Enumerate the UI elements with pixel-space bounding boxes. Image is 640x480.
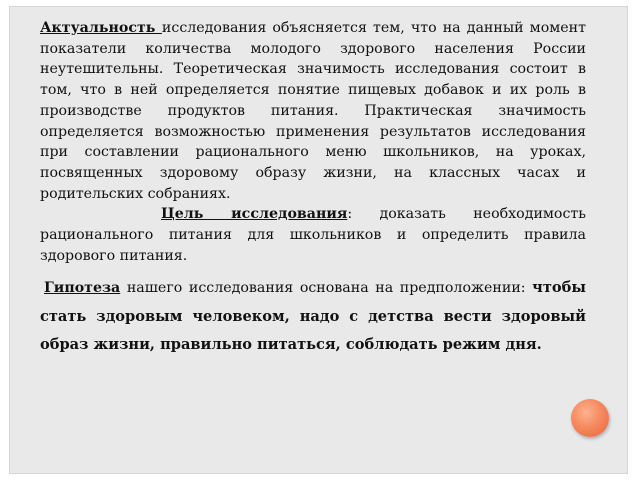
relevance-text: исследования объясняется тем, что на данный момент показатели количества молодого здорового населения России неутешительны. Теоретическая значимость исследования состоит в том, что в ней определяется понятие пищевых добавок и их роль в производстве продуктов питания. Практическая значимость определяется возможностью применения результатов исследования при составлении рационального меню школьников, на уроках, посвященных здоровому образу жизни, на классных часах и родительских собраниях. [40, 20, 586, 202]
goal-keyword: Цель исследования [161, 206, 348, 223]
relevance-keyword: Актуальность [40, 20, 162, 36]
hypothesis-statement: чтобы стать здоровым человеком, надо с детства вести здоровый образ жизни, правильно питаться, соблюдать режим дня. [40, 279, 586, 354]
hypothesis-text: нашего исследования основана на предположении: [120, 280, 533, 297]
hypothesis-keyword: Гипотеза [44, 280, 121, 297]
decorative-orange-circle [571, 399, 609, 437]
relevance-paragraph [40, 18, 586, 204]
goal-paragraph [40, 204, 586, 266]
goal-text: : доказать необходимость рационального питания для школьников и определить правила здорового питания. [40, 206, 586, 264]
hypothesis-paragraph [40, 274, 586, 360]
slide-content [40, 18, 586, 360]
